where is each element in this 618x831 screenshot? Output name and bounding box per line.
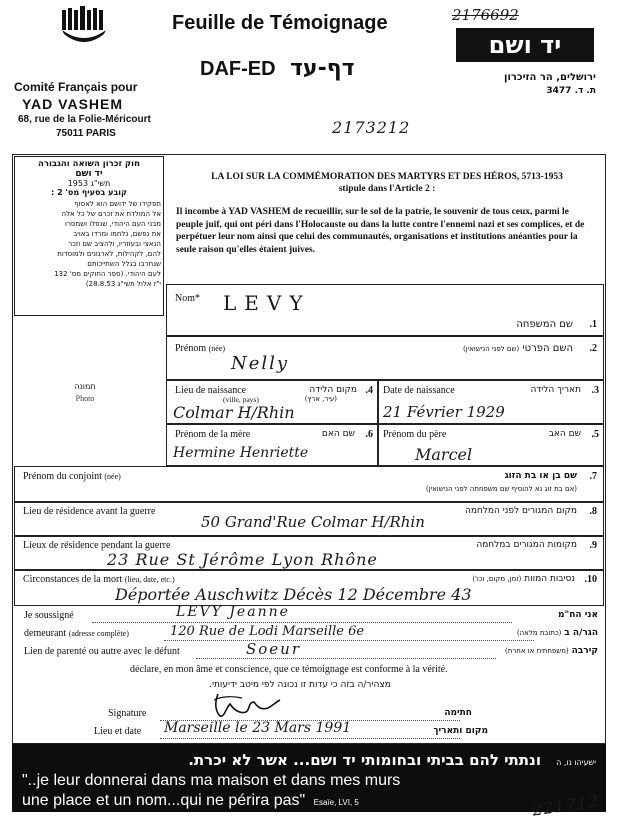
photo-label: Photo [75,394,95,403]
banner-french-ref: Esaïe, LVI, 5 [313,798,359,807]
conjoint-heb-small: (אם בת זוג נא להוסיף שם משפחתה לפני הנישואין) [425,485,577,493]
lieu-date-line [160,738,460,739]
circonstances-label-text: Circonstances de la mort [23,574,123,585]
residence-pendant-hebrew: מקומות המגורים במלחמה [476,540,577,550]
conjoint-label-small: (née) [104,472,121,481]
org-french-label: Comité Français pour [14,80,138,94]
prenom-heb-small: (שם לפני הנישואין) [463,345,520,353]
hebrew-law-title-2: יד ושם [75,169,103,179]
field-residence-pendant[interactable] [14,536,604,570]
circonstances-number: .10 [584,574,597,585]
field-circonstances[interactable] [14,570,604,606]
lieu-naissance-small: (ville, pays) [223,395,259,404]
prenom-number: .2 [589,343,597,354]
date-naissance-number: .3 [591,385,599,396]
org-name: YAD VASHEM [22,96,124,112]
parente-line [196,658,496,659]
lieu-naissance-heb-small: (עיר, ארץ) [304,395,337,403]
hebrew-law-article: קובע בסעיף מס' 2 : [51,188,127,197]
lieu-naissance-label: Lieu de naissance [175,385,247,396]
circonstances-heb-small: (זמן, מקום, וכו') [472,575,522,583]
prenom-value: Nelly [231,353,290,374]
nom-label-hebrew: שם המשפחה [516,319,573,330]
prenom-label [175,343,225,354]
footer-stamp-number: 221712 [531,791,601,820]
signature-label: Signature [108,708,147,719]
banner-french-line-1: "..je leur donnerai dans ma maison et dans mes murs [22,772,401,789]
prenom-mere-hebrew: שם האם [321,429,355,439]
residence-avant-value: 50 Grand'Rue Colmar H/Rhin [201,513,425,531]
photo-label-hebrew: תמונה [74,382,96,391]
prenom-pere-value: Marcel [415,445,473,464]
form-subtitle-latin: DAF-ED [200,58,276,80]
demeurant-label-text: demeurant [24,628,67,639]
french-law-title: LA LOI SUR LA COMMÉMORATION DES MARTYRS ET DES HÉROS, 5713-1953 [211,172,563,182]
parente-label: Lien de parenté ou autre avec le défunt [24,646,180,657]
residence-pendant-number: .9 [589,540,597,551]
prenom-label-hebrew [463,343,573,354]
date-naissance-value: 21 Février 1929 [383,403,505,421]
hebrew-law-line: י"ז אלול תשי"ג 28.8.53) [85,280,161,288]
date-naissance-hebrew: תאריך הלידה [530,385,581,395]
field-nom[interactable] [166,284,604,336]
prenom-label-text: Prénom [175,343,207,354]
hebrew-law-box [14,156,164,316]
residence-avant-hebrew: מקום המגורים לפני המלחמה [464,506,577,516]
conjoint-number: .7 [589,471,597,482]
prenom-mere-label: Prénom de la mère [175,429,251,440]
lieu-naissance-hebrew: מקום הלידה [309,385,357,395]
org-address-2: 75011 PARIS [56,128,116,139]
signature-hebrew: חתימה [444,708,472,718]
hebrew-law-line: להם, לקהילות, לארגונים ולמוסדות [57,250,161,258]
nom-value: LEVY [223,291,311,315]
crossed-stamp-number: 2176692 [452,6,519,24]
lieu-date-label: Lieu et date [94,726,142,737]
circonstances-label-small: (lieu, date, etc.) [124,575,175,584]
circonstances-hebrew [472,574,575,584]
demeurant-heb-text: הגר/ה ב [564,628,598,638]
soussigne-value[interactable]: LEVY Jeanne [176,604,290,620]
nom-number: .1 [589,319,597,330]
field-prenom[interactable] [166,336,604,380]
soussigne-label: Je soussigné [24,610,74,621]
signature-mark[interactable] [200,690,300,720]
stamp-number: 2173212 [332,118,411,137]
parente-heb-small: (משפחתית או אחרת) [505,647,569,655]
prenom-label-small: (née) [208,344,226,353]
conjoint-label [23,471,121,482]
lieu-date-hebrew: מקום ותאריך [433,726,488,736]
field-prenom-pere[interactable] [378,424,604,466]
parente-value[interactable]: Soeur [246,640,302,658]
circonstances-heb-text: נסיבות המוות [524,574,575,584]
jerusalem-address-hebrew: ירושלים, הר הזיכרון [504,72,596,83]
residence-avant-label: Lieu de résidence avant la guerre [23,506,156,517]
conjoint-label-text: Prénom du conjoint [23,471,102,482]
soussigne-line [92,622,512,623]
prenom-pere-label: Prénom du père [383,429,447,440]
hebrew-law-line: אל המולדת את זכרם של כל אלה [61,210,161,218]
field-conjoint[interactable] [14,466,604,502]
hebrew-law-line: תפקידו של ידושם הוא לאסוף [74,200,161,208]
demeurant-hebrew [480,628,598,638]
circonstances-label [23,574,175,585]
hebrew-law-year: תשי"ג 1953 [67,179,111,188]
demeurant-line [164,640,534,641]
hebrew-law-line: את נפשם, נלחמו ומרדו באויב [73,230,161,238]
demeurant-heb-small: (כתובת מלאה) [516,629,562,637]
hebrew-law-title-1: חוק זכרון השואה והגבורה [38,159,140,169]
org-address-1: 68, rue de la Folie-Méricourt [18,114,151,125]
pobox-hebrew: ת. ד. 3477 [546,86,596,96]
field-lieu-naissance[interactable] [166,380,378,424]
demeurant-value[interactable]: 120 Rue de Lodi Marseille 6e [170,624,365,639]
declaration-text: déclare, en mon âme et conscience, que ce témoignage est conforme à la vérité. [130,664,448,675]
prenom-pere-hebrew: שם האב [548,429,581,439]
french-law-body: Il incombe à YAD VASHEM de recueillir, sur le sol de la patrie, le souvenir de tous ceux, parmi le peuple juif, qui ont péri dans l'Holocauste ou dans la lutte contre l'ennemi nazi et ses complices, et de perpétuer leur nom ainsi que celui des communautés, organisations et institutions anéanties pour la seule raison qu'elles étaient juives. [176,207,585,255]
banner-hebrew-quote [20,750,596,769]
prenom-mere-value: Hermine Henriette [173,445,309,461]
yad-vashem-hebrew-logo: יד ושם [456,28,594,62]
form-title: Feuille de Témoignage [172,12,388,34]
declaration-hebrew: מצהיר/ה בזה כי עדות זו נכונה לפי מיטב ידיעותי. [209,680,391,690]
hebrew-law-line: הנאצי ובעוזריו, ולהציב שם וזכר [68,240,161,248]
date-naissance-label: Date de naissance [383,385,455,396]
residence-pendant-value: 23 Rue St Jérôme Lyon Rhône [107,550,378,569]
residence-pendant-label: Lieux de résidence pendant la guerre [23,540,171,551]
hebrew-law-line: לעם היהודי. (ספר החוקים מס' 132 [54,270,161,278]
lieu-naissance-value: Colmar H/Rhin [173,403,295,422]
banner-french-line-2 [22,792,359,810]
field-residence-avant[interactable] [14,502,604,536]
prenom-heb-text: השם הפרטי [522,343,573,354]
hebrew-law-line: מבני העם היהודי, שנפלו ושמסרו [65,220,161,228]
banner-hebrew-text: ונתתי להם בביתי ובחומותי יד ושם... אשר לא יכרת. [188,751,541,769]
prenom-pere-number: .5 [591,429,599,440]
demeurant-label-small: (adresse complète) [68,629,129,638]
parente-heb-text: קירבה [571,646,598,656]
parente-hebrew [460,646,598,656]
prenom-mere-number: .6 [365,429,373,440]
banner-french-line-2-text: une place et un nom...qui ne périra pas" [22,792,306,809]
nom-label: Nom* [175,293,200,304]
residence-avant-number: .8 [589,506,597,517]
conjoint-hebrew: שם בן או בת הזוג [504,471,577,481]
demeurant-label [24,628,129,639]
circonstances-value: Déportée Auschwitz Décès 12 Décembre 43 [115,585,472,604]
lieu-date-value[interactable]: Marseille le 23 Mars 1991 [164,720,352,736]
lieu-naissance-number: .4 [365,385,373,396]
menorah-logo-icon [60,6,108,50]
soussigne-hebrew: אני הח"מ [558,610,598,620]
field-prenom-mere[interactable] [166,424,378,466]
field-date-naissance[interactable] [378,380,604,424]
hebrew-law-line: שנחרבו בגלל השתייכותם [87,260,161,268]
banner-hebrew-ref: ישעיהו נו, ה [556,758,596,767]
french-law-subtitle: stipule dans l'Article 2 : [338,184,436,194]
form-subtitle-hebrew: דף-עד [290,56,355,81]
